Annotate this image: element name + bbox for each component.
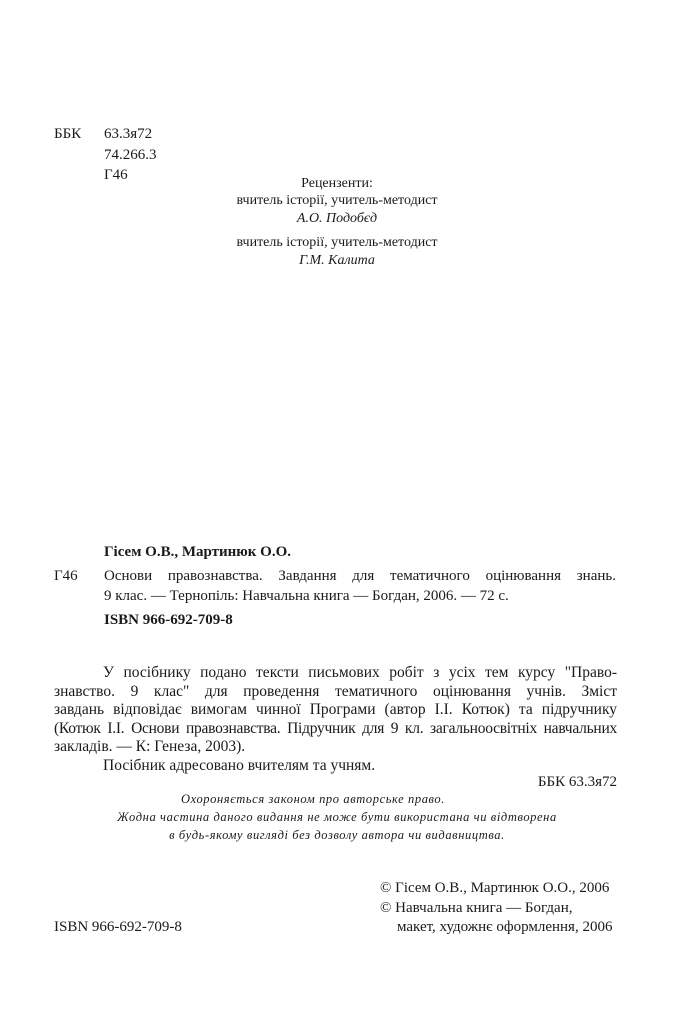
book-title: Основи правознавства. Завдання для тематичного оцінювання знань. [104,568,616,584]
bbk-label: ББК [54,126,82,142]
reviewer-position: вчитель історії, учитель-методист [236,193,438,208]
copyright-line: © Навчальна книга — Богдан, [380,900,573,916]
footer-isbn: ISBN 966-692-709-8 [54,919,182,935]
reviewer-name: А.О. Подобєд [296,211,378,226]
annotation-line: У посібнику подано тексти письмових робіт з усіх тем курсу "Право- [103,664,617,681]
copyright-line: © Гісем О.В., Мартинюк О.О., 2006 [380,880,610,896]
annotation-line: завдань відповідає вимогам чинної Програми (автор І.І. Котюк) та підручнику [54,701,617,718]
book-details: 9 клас. — Тернопіль: Навчальна книга — Богдан, 2006. — 72 с. [104,588,509,604]
annotation-line: закладів. — К: Генеза, 2003). [54,738,246,755]
index-code: Г46 [54,568,78,584]
bbk-code: 74.266.3 [104,147,157,163]
notice-line: Охороняється законом про авторське право. [180,792,445,806]
bbk-code: Г46 [104,167,128,183]
annotation-line: Посібник адресовано вчителям та учням. [103,756,376,774]
reviewer-position: вчитель історії, учитель-методист [236,235,438,250]
annotation-bbk-code: ББК 63.3я72 [537,774,617,790]
reviewer-name: Г.М. Калита [299,253,375,268]
annotation-line: знавство. 9 клас" для проведення тематичного оцінювання учнів. Зміст [54,682,617,700]
reviewers-heading: Рецензенти: [301,176,373,191]
annotation [54,664,617,775]
annotation-line: (Котюк І.І. Основи правознавства. Підручник для 9 кл. загальноосвітніх навчальних [54,719,617,737]
copyright-line: макет, художнє оформлення, 2006 [397,919,613,935]
bbk-code: 63.3я72 [104,126,153,142]
notice-line: в будь-якому вигляді без дозволу автора чи видавництва. [169,828,505,842]
isbn-bold: ISBN 966-692-709-8 [104,612,233,628]
authors: Гісем О.В., Мартинюк О.О. [104,544,291,560]
notice-line: Жодна частина даного видання не може бути використана чи відтворена [117,810,557,824]
